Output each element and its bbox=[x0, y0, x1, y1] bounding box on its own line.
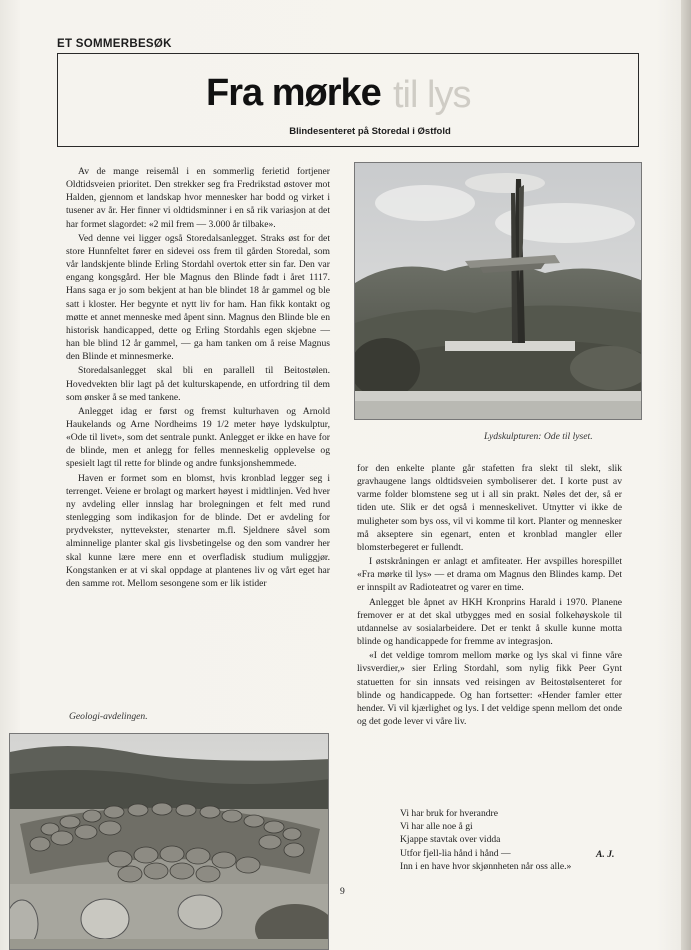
sculpture-photo bbox=[354, 162, 642, 420]
article-title: Fra mørke bbox=[206, 72, 381, 114]
geology-caption: Geologi-avdelingen. bbox=[69, 711, 148, 722]
paragraph: I østskråningen er anlagt et amfiteater. Her avspilles horespillet «Fra mørke til lys» — et drama om Magnus den Blindes kamp. Det er innspilt av Radioteatret og varer en time. bbox=[357, 556, 622, 594]
sculpture-caption: Lydskulpturen: Ode til lyset. bbox=[484, 431, 593, 442]
article-title-faded: til lys bbox=[393, 74, 471, 116]
poem-line: Vi har alle noe å gi bbox=[400, 821, 473, 833]
left-column bbox=[66, 165, 330, 591]
poem-line: Utfor fjell-lia hånd i hånd — bbox=[400, 847, 511, 859]
poem bbox=[400, 807, 630, 873]
section-label: ET SOMMERBESØK bbox=[57, 38, 172, 50]
title-box bbox=[57, 53, 639, 147]
poem-line: Vi har bruk for hverandre bbox=[400, 808, 498, 819]
paragraph: Anlegget idag er først og fremst kulturhaven og Arnold Haukelands og Arne Nordheims 19 1/2 meter høye lydskulptur, «Ode til livet», som det sentrale punkt. Anlegget er ikke en have for de blinde, men et anlegg for felles menneskelig opplevelse og spesielt lagt til rette for blinde og andre funksjonshemmede. bbox=[66, 405, 330, 470]
author-signature: A. J. bbox=[596, 849, 615, 860]
right-column bbox=[357, 462, 622, 729]
paragraph: Ved denne vei ligger også Storedalsanlegget. Straks øst for det store Hunnfeltet fører en sidevei oss frem til gården Storedal, som vår landskjente blinde Erling Stordahl overtok etter sin far. Den var engang kongsgård. Her ble Magnus den Blinde født i året 1117. Hans saga er jo som bekjent at han ble blindet 18 år gammel og ble satt i kloster. Her begynte et nytt liv for ham. Han fikk kontakt og møtte et annet menneske med åpent sinn. Magnus den Blinde ble en historisk handicapped, dette og Erling Stordahls egen skjebne — han ble blind 12 år gammel, — ga ham tanken om å reise Magnus den Blinde et minnesmerke. bbox=[66, 232, 330, 363]
paragraph: Av de mange reisemål i en sommerlig ferietid fortjener Oldtidsveien prioritet. Den strekker seg fra Fredrikstad østover mot Halden, gjennom et landskap hvor mennesker har bodd og virket i tusener av år. Her finner vi oldtidsminner i en så rik variasjon at det har formet slagordet: «2 mil frem — 3.000 år tilbake». bbox=[66, 166, 330, 230]
paragraph: Storedalsanlegget skal bli en parallell til Beitostølen. Hovedvekten blir lagt på det kulturskapende, en utfordring til dem som ønsker å se med tankene. bbox=[66, 365, 330, 403]
paragraph: for den enkelte plante går stafetten fra slekt til slekt, slik gravhaugene langs oldtidsveien symboliserer det. I korte pust av varme folder blomstene seg ut i all sin prakt. Nøles det der, så er tiden ute. Slik er det også i menneskelivet. Utnytter vi ikke de muligheter som bys oss, vil vi komme til kort. Planter og mennesker må akseptere sin egenart, enten et kronblad mangler eller blomsterbegeret er fullendt. bbox=[357, 463, 622, 553]
poem-line: Kjappe stavtak over vidda bbox=[400, 834, 501, 846]
page-edge bbox=[681, 0, 691, 950]
page-number: 9 bbox=[340, 886, 345, 897]
paragraph: «I det veldige tomrom mellom mørke og lys skal vi finne våre livsverdier,» sier Erling Stordahl, som nylig fikk Peer Gynt statuetten for sin innsats ved reisingen av Beitostølsenteret for blinde og handicappede. Og han fortsetter: «Hender famler etter hender. Vi vil kjærlighet og lys. I det veldige spenn mellom det onde og det gode lever vi våre liv. bbox=[357, 650, 622, 727]
paragraph: Haven er formet som en blomst, hvis kronblad legger seg i terrenget. Veiene er brolagt og markert høyest i midtlinjen. Ved hver ny avdeling eller innslag har brolegningen et felt med rund stenlegging som indikasjon for de blinde. Det er avdeling for prydvekster, nyttevekster, stenarter m.fl. Sjeldnere såvel som alminnelige planter skal gis livsbetingelse og den som vandrer her skal kunne lære mere enn et overfladisk studium muliggjør. Kongstanken er at vi skal oppdage at plantenes liv og vårt eget har den samme rot. Mellom sesongene som er lik istider bbox=[66, 472, 330, 589]
article-subtitle: Blindesenteret på Storedal i Østfold bbox=[289, 126, 451, 137]
paragraph: Anlegget ble åpnet av HKH Kronprins Harald i 1970. Planene fremover er at det skal utbygges med en sosial folkehøyskole til utdannelse av sosialarbeidere. Det er tenkt å skulle kunne motta blinde og handicappede for fremme av integrasjon. bbox=[357, 596, 622, 648]
poem-line: Inn i en have hvor skjønnheten når oss alle.» bbox=[400, 860, 572, 872]
geology-photo bbox=[9, 733, 329, 950]
